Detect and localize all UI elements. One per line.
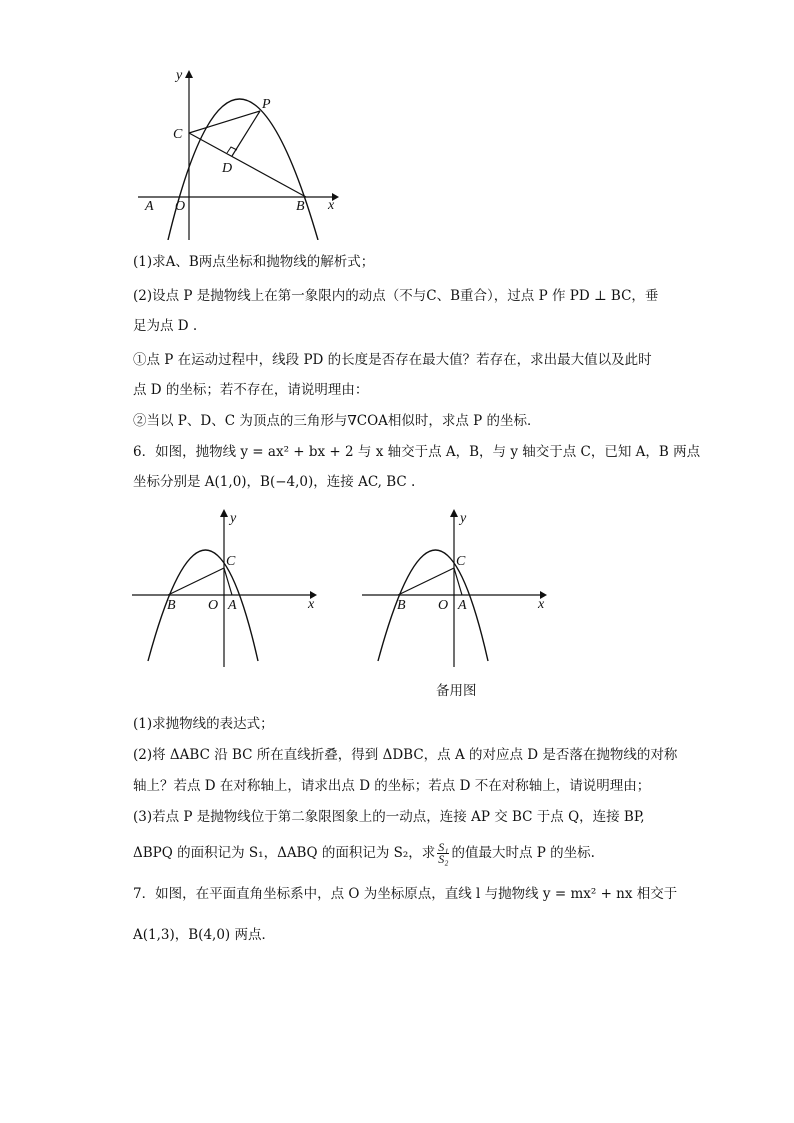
q5-part1: (1)求A、B两点坐标和抛物线的解析式； bbox=[133, 254, 375, 270]
parabola-diagram-3 bbox=[360, 505, 560, 675]
label-d: D bbox=[222, 161, 233, 176]
parabola-diagram-1 bbox=[132, 64, 352, 240]
q7-line1: 7．如图，在平面直角坐标系中，点 O 为坐标原点，直线 l 与抛物线 y = mx² + nx 相交于 bbox=[133, 886, 678, 902]
q5-sub1-line1: ①点 P 在运动过程中，线段 PD 的长度是否存在最大值？若存在，求出最大值以及此时 bbox=[133, 352, 652, 368]
q6-part2-line2: 轴上？若点 D 在对称轴上，请求出点 D 的坐标；若点 D 不在对称轴上，请说明理由； bbox=[133, 778, 651, 794]
segment-ca bbox=[224, 568, 232, 595]
parabola-curve bbox=[378, 550, 488, 661]
label-o: O bbox=[175, 199, 186, 214]
q6-part3-line2-a: ΔBPQ 的面积记为 S₁，ΔABQ 的面积记为 S₂，求 bbox=[133, 845, 436, 861]
label-c: C bbox=[226, 554, 236, 569]
q6-part2-line1: (2)将 ΔABC 沿 BC 所在直线折叠，得到 ΔDBC，点 A 的对应点 D 是否落在抛物线的对称 bbox=[133, 747, 678, 763]
q6-line2: 坐标分别是 A(1,0)，B(−4,0)，连接 AC, BC . bbox=[133, 474, 416, 490]
label-c: C bbox=[456, 554, 466, 569]
label-a: A bbox=[145, 199, 154, 214]
parabola-curve bbox=[168, 99, 318, 240]
fraction-denominator: S₂ bbox=[438, 852, 449, 866]
fraction-numerator: S₁ bbox=[438, 840, 449, 854]
y-axis-arrow bbox=[185, 70, 193, 78]
label-x: x bbox=[328, 198, 335, 213]
y-axis-arrow bbox=[220, 509, 228, 517]
label-o: O bbox=[438, 598, 449, 613]
label-b: B bbox=[397, 598, 406, 613]
q6-part3-line1: (3)若点 P 是抛物线位于第二象限图象上的一动点，连接 AP 交 BC 于点 Q，连接 BP, bbox=[133, 809, 645, 825]
q6-part3-line2-b: 的值最大时点 P 的坐标. bbox=[451, 845, 595, 861]
label-c: C bbox=[173, 127, 183, 142]
segment-cb bbox=[189, 133, 306, 197]
figure-question6-backup bbox=[360, 505, 560, 675]
q6-line1: 6．如图，抛物线 y = ax² + bx + 2 与 x 轴交于点 A，B，与 y 轴交于点 C，已知 A，B 两点 bbox=[133, 444, 701, 460]
figure-caption: 备用图 bbox=[436, 683, 477, 699]
q5-part2-line2: 足为点 D . bbox=[133, 318, 198, 334]
label-a: A bbox=[228, 598, 237, 613]
label-a: A bbox=[458, 598, 467, 613]
ratio-fraction bbox=[437, 842, 449, 865]
label-y: y bbox=[176, 68, 183, 83]
parabola-diagram-2 bbox=[130, 505, 330, 675]
label-y: y bbox=[230, 511, 237, 526]
label-x: x bbox=[538, 597, 545, 612]
label-p: P bbox=[262, 97, 271, 112]
y-axis-arrow bbox=[450, 509, 458, 517]
segment-bc bbox=[168, 568, 224, 595]
label-o: O bbox=[208, 598, 219, 613]
label-y: y bbox=[460, 511, 467, 526]
segment-bc bbox=[398, 568, 454, 595]
q5-sub2: ②当以 P、D、C 为顶点的三角形与∇COA相似时，求点 P 的坐标． bbox=[133, 413, 541, 429]
parabola-curve bbox=[148, 550, 258, 661]
figure-question6-main bbox=[130, 505, 330, 675]
q5-sub1-line2: 点 D 的坐标；若不存在，请说明理由： bbox=[133, 382, 369, 398]
figure-question5 bbox=[132, 64, 352, 240]
segment-ca bbox=[454, 568, 462, 595]
label-b: B bbox=[296, 199, 305, 214]
q7-line2: A(1,3)，B(4,0) 两点． bbox=[133, 927, 275, 943]
q5-part2-line1: (2)设点 P 是抛物线上在第一象限内的动点（不与C、B重合），过点 P 作 PD ⊥ BC，垂 bbox=[133, 288, 659, 304]
label-x: x bbox=[308, 597, 315, 612]
label-b: B bbox=[167, 598, 176, 613]
q6-part1: (1)求抛物线的表达式； bbox=[133, 716, 274, 732]
segment-cp bbox=[189, 111, 260, 133]
q6-part3-line2 bbox=[133, 842, 595, 865]
